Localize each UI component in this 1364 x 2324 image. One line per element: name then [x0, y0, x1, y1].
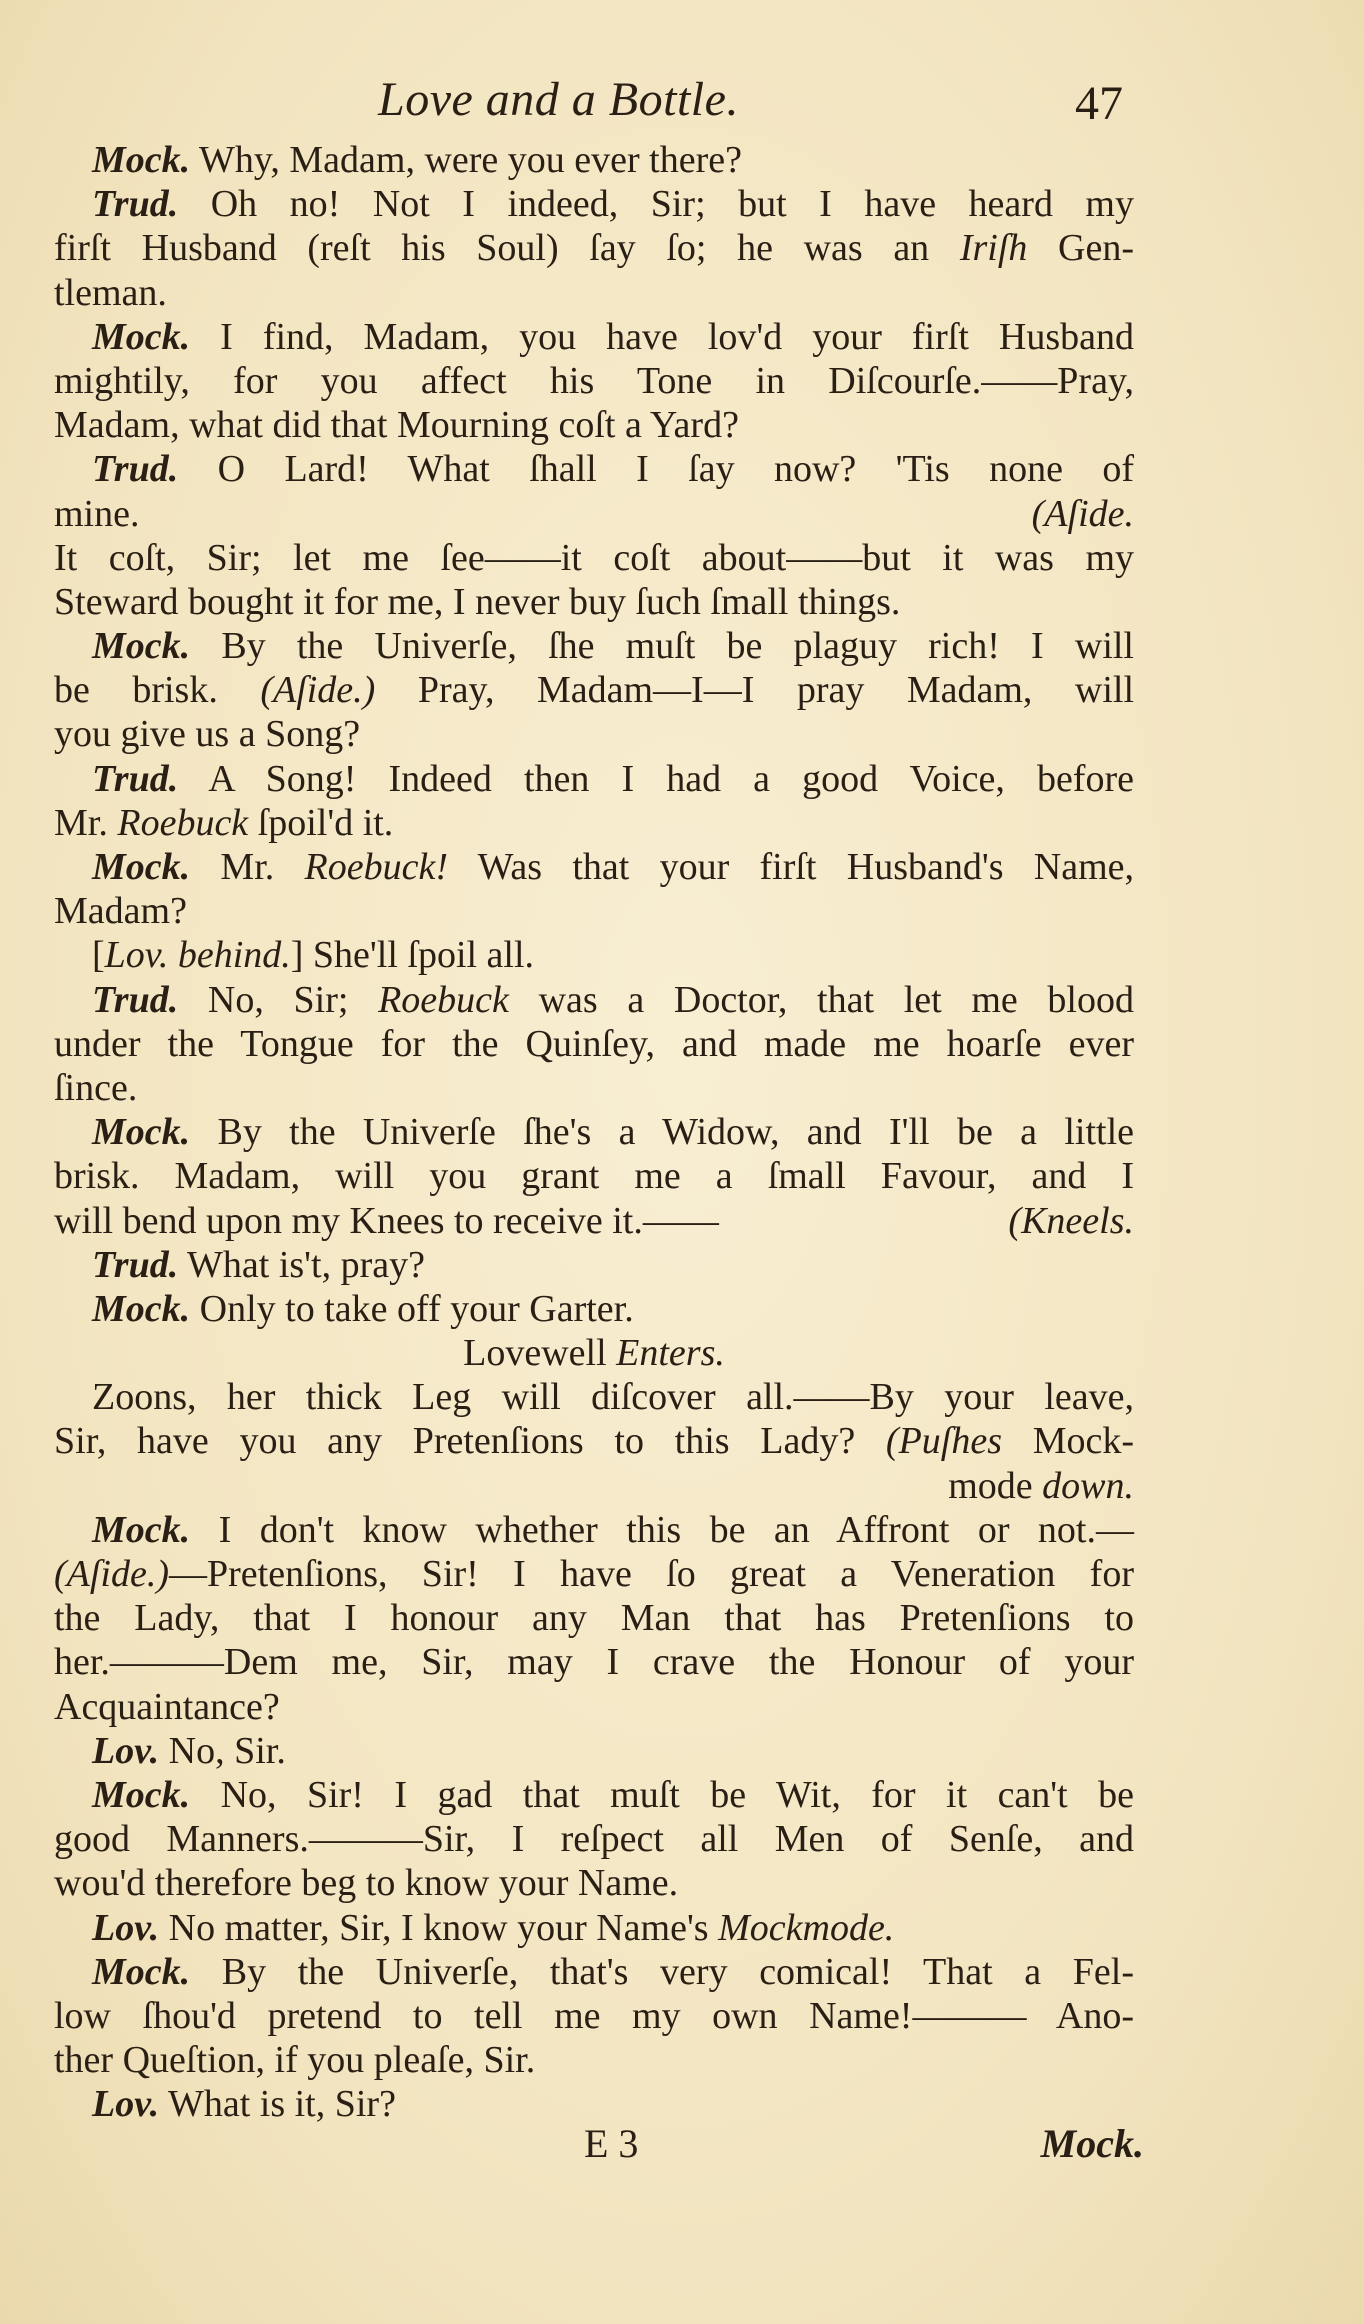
line-text: By the Univerſe, ſhe muſt be plaguy rich! I will	[190, 625, 1134, 668]
speaker-name: Mock.	[92, 1287, 191, 1330]
speaker-name: Mock.	[92, 315, 191, 358]
text-line	[54, 359, 1134, 403]
speaker-name: Mock.	[92, 139, 191, 181]
line-text: the Lady, that I honour any Man that has Pretenſions to	[54, 1597, 1134, 1640]
running-title: Love and a Bottle.	[378, 73, 739, 126]
italic-text: Roebuck	[117, 801, 249, 844]
speaker-name: Lov.	[92, 1729, 160, 1772]
line-text: mode	[948, 1464, 1043, 1507]
text-line	[54, 1287, 1134, 1331]
text-line	[54, 2038, 1134, 2082]
text-line	[54, 138, 1134, 182]
page-footer	[54, 2120, 1144, 2170]
text-line	[54, 315, 1134, 359]
text-line	[54, 933, 1134, 977]
text-line	[54, 1861, 1134, 1905]
speaker-name: Mock.	[92, 1508, 191, 1551]
line-text: Madam?	[54, 890, 187, 933]
line-text: firſt Husband (reſt his Soul) ſay ſo; he was an	[54, 227, 960, 270]
line-text: Pray, Madam—I—I pray Madam, will	[375, 669, 1134, 712]
line-text: Mr.	[190, 846, 305, 888]
text-line	[54, 668, 1134, 712]
line-text: Why, Madam, were you ever there?	[190, 139, 742, 181]
line-text: [	[92, 934, 105, 977]
line-text: was a Doctor, that let me blood	[508, 978, 1134, 1021]
line-text: No, Sir;	[178, 978, 379, 1021]
line-text: her.———Dem me, Sir, may I crave the Honour of your	[54, 1641, 1134, 1684]
text-line	[54, 447, 1134, 491]
line-text: under the Tongue for the Quinſey, and made me hoarſe ever	[54, 1022, 1134, 1065]
speaker-name: Mock.	[92, 846, 191, 888]
text-line	[54, 1773, 1134, 1817]
text-line	[54, 1596, 1134, 1640]
line-text: No, Sir.	[159, 1729, 286, 1772]
text-line	[54, 226, 1134, 270]
text-line	[54, 1906, 1134, 1950]
line-text: good Manners.———Sir, I reſpect all Men of Senſe, and	[54, 1818, 1134, 1861]
italic-text: Mockmode.	[718, 1906, 895, 1949]
line-text: tleman.	[54, 271, 167, 314]
speaker-name: Mock.	[92, 1111, 191, 1154]
text-line	[54, 712, 1134, 756]
text-line	[54, 1817, 1134, 1861]
line-text: I don't know whether this be an Affront or not.—	[190, 1508, 1134, 1551]
text-line	[54, 889, 1134, 933]
catchword: Mock.	[1040, 2121, 1144, 2166]
text-line	[54, 1243, 1134, 1287]
play-text	[54, 138, 1134, 2126]
text-line	[54, 624, 1134, 668]
text-line	[54, 845, 1134, 889]
line-text: ſpoil'd it.	[248, 801, 394, 844]
italic-text: Lov. behind.	[104, 934, 291, 977]
text-line	[54, 1022, 1134, 1066]
text-line	[54, 1110, 1134, 1154]
italic-text: down.	[1042, 1464, 1134, 1507]
line-text: brisk. Madam, will you grant me a ſmall Favour, and I	[54, 1155, 1134, 1198]
line-text: ] She'll ſpoil all.	[290, 934, 535, 977]
stage-direction: (Kneels.	[1008, 1199, 1134, 1242]
line-text: No matter, Sir, I know your Name's	[159, 1906, 719, 1949]
text-line	[54, 1994, 1134, 2038]
text-line	[54, 403, 1134, 447]
line-text: Gen-	[1027, 227, 1134, 270]
text-line	[54, 801, 1134, 845]
italic-text: (Puſhes	[885, 1420, 1002, 1463]
line-text: ther Queſtion, if you pleaſe, Sir.	[54, 2039, 536, 2082]
text-line	[54, 978, 1134, 1022]
text-line	[54, 1464, 1134, 1508]
page-number: 47	[1075, 77, 1123, 130]
text-line	[54, 536, 1134, 580]
line-text: Only to take off your Garter.	[190, 1287, 634, 1330]
text-line	[54, 1950, 1134, 1994]
text-line	[54, 492, 1134, 536]
line-text: Mr.	[54, 801, 118, 844]
line-text: Was that your firſt Husband's Name,	[448, 846, 1134, 888]
line-text: Mock-	[1002, 1420, 1135, 1463]
line-text: will bend upon my Knees to receive it.——	[54, 1199, 719, 1242]
speaker-name: Mock.	[92, 1773, 191, 1816]
text-line	[54, 1685, 1134, 1729]
text-line	[54, 580, 1134, 624]
speaker-name: Mock.	[92, 1950, 191, 1993]
line-text: What is it, Sir?	[159, 2083, 396, 2126]
text-line	[54, 757, 1134, 801]
italic-text: (Aſide.)	[260, 669, 376, 712]
text-line	[54, 1640, 1134, 1684]
italic-text: Roebuck	[378, 978, 509, 1021]
line-text: Zoons, her thick Leg will diſcover all.——By your leave,	[92, 1376, 1134, 1419]
speaker-name: Trud.	[92, 1243, 179, 1286]
line-text: Lovewell	[463, 1332, 617, 1375]
line-text: Steward bought it for me, I never buy ſuch ſmall things.	[54, 580, 901, 623]
page-header	[0, 72, 1364, 142]
speaker-name: Mock.	[92, 625, 191, 668]
line-text: Madam, what did that Mourning coſt a Yard?	[54, 404, 739, 447]
italic-text: Roebuck!	[304, 846, 449, 888]
italic-text: Enters.	[616, 1332, 725, 1375]
line-text: It coſt, Sir; let me ſee——it coſt about——but it was my	[54, 536, 1134, 579]
text-line	[54, 271, 1134, 315]
line-text: No, Sir! I gad that muſt be Wit, for it can't be	[190, 1773, 1134, 1816]
line-text: be brisk.	[54, 669, 261, 712]
line-text: wou'd therefore beg to know your Name.	[54, 1862, 679, 1905]
line-text: Sir, have you any Pretenſions to this Lady?	[54, 1420, 886, 1463]
line-text: O Lard! What ſhall I ſay now? 'Tis none of	[178, 448, 1134, 491]
text-line	[54, 182, 1134, 226]
stage-direction: (Aſide.	[1031, 492, 1134, 535]
italic-text: Iriſh	[959, 227, 1028, 270]
line-text: Acquaintance?	[54, 1685, 280, 1728]
signature-mark: E 3	[584, 2121, 639, 2166]
speaker-name: Lov.	[92, 2083, 160, 2126]
line-text: mightily, for you affect his Tone in Diſcourſe.——Pray,	[54, 359, 1134, 402]
line-text: mine.	[54, 492, 140, 535]
text-line	[54, 1331, 1134, 1375]
text-line	[54, 1199, 1134, 1243]
line-text: By the Univerſe ſhe's a Widow, and I'll be a little	[190, 1111, 1134, 1154]
text-line	[54, 1154, 1134, 1198]
text-line	[54, 1508, 1134, 1552]
text-line	[54, 1552, 1134, 1596]
text-line	[54, 1729, 1134, 1773]
line-text: low ſhou'd pretend to tell me my own Name!——— Ano-	[54, 1994, 1134, 2037]
line-text: you give us a Song?	[54, 713, 361, 756]
speaker-name: Trud.	[92, 183, 179, 226]
speaker-name: Trud.	[92, 978, 179, 1021]
line-text: By the Univerſe, that's very comical! That a Fel-	[190, 1950, 1134, 1993]
speaker-name: Lov.	[92, 1906, 160, 1949]
text-line	[54, 1375, 1134, 1419]
text-line	[54, 1419, 1134, 1463]
speaker-name: Trud.	[92, 448, 179, 491]
line-text: What is't, pray?	[178, 1243, 425, 1286]
line-text: A Song! Indeed then I had a good Voice, before	[178, 757, 1134, 800]
line-text: I find, Madam, you have lov'd your firſt Husband	[190, 315, 1134, 358]
italic-text: (Aſide.)	[54, 1553, 170, 1595]
line-text: ſince.	[54, 1066, 138, 1109]
speaker-name: Trud.	[92, 757, 179, 800]
line-text: —Pretenſions, Sir! I have ſo great a Veneration for	[169, 1553, 1134, 1595]
text-line	[54, 1066, 1134, 1110]
line-text: Oh no! Not I indeed, Sir; but I have heard my	[178, 183, 1134, 226]
